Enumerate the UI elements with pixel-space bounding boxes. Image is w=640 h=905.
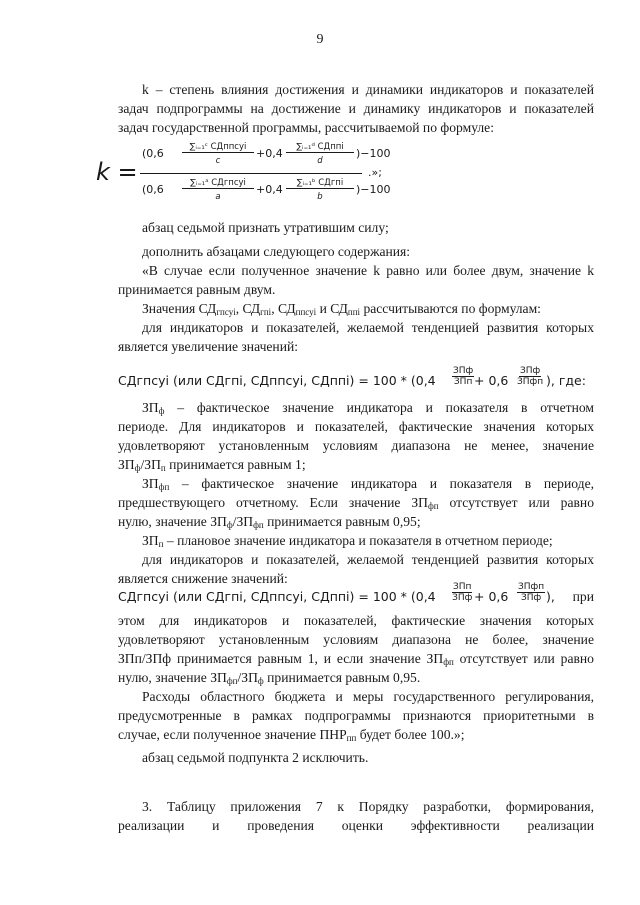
text-line: $ЗП_ф/ЗП_п$ принимается равным 1; — [118, 457, 306, 473]
text-line: предшествующего отчетному. Если значение $ЗП_{фп}$ отсутствует или равно — [118, 495, 595, 511]
text-line: является увеличение значений: — [118, 339, 299, 354]
text-line: Значения $СД_{гпсуi}$, $СД_{гпi}$, $СД_{ппсуi}$ и $СД_{ппi}$ рассчитываются по формулам: — [142, 301, 541, 317]
text-line: $ЗП_ф$ – фактическое значение индикатора и показателя в отчетном — [142, 400, 594, 416]
formula-k-fraction-bar — [140, 173, 362, 174]
text-line: дополнить абзацами следующего содержания: — [142, 244, 411, 259]
formula-k-lhs: k = — [96, 158, 138, 186]
formula-k-numerator: (0,6 ∑ᵢ₌₁ᶜ СДппсуi c +0,4 ∑ᵢ₌₁ᵈ СДппi d )−100 — [142, 142, 391, 166]
text-line: для индикаторов и показателей, желаемой тенденцией развития которых — [142, 320, 594, 335]
text-line: нулю, значение $ЗП_{фп}/ЗП_ф$ принимается равным 0,95. — [118, 670, 421, 686]
formula-increase: СДгпсуi (или СДгпi, СДппсуi, СДппi) = 100 * (0,4 ЗПф ЗПп + 0,6 ЗПф ЗПфп ), где: — [118, 366, 586, 388]
text-line: нулю, значение $ЗП_ф/ЗП_{фп}$ принимается равным 0,95; — [118, 514, 421, 530]
page-number: 9 — [316, 32, 324, 47]
text-line: предусмотренные в рамках подпрограммы признаются приоритетными в — [118, 708, 594, 723]
formula-k-denominator: (0,6 ∑ᵢ₌₁ᵃ СДгпсуi a +0,4 ∑ᵢ₌₁ᵇ СДгпi b )−100 — [142, 178, 391, 202]
text-line: случае, если полученное значение $ПНР_{пп}$ будет более 100.»; — [118, 727, 465, 743]
text-line: принимается равным двум. — [118, 282, 276, 297]
text-line: удовлетворяют установленным условиям диапазона не более, значение — [118, 632, 594, 647]
text-line: «В случае если полученное значение k равно или более двум, значение k — [142, 263, 594, 278]
text-line: периоде. Для индикаторов и показателей, фактические значения которых — [118, 419, 594, 434]
text-line: является снижение значений: — [118, 571, 288, 586]
formula-k-tail: .»; — [368, 166, 382, 179]
text-line: задач государственной программы, рассчитываемой по формуле: — [118, 120, 494, 135]
text-line: ЗПп/ЗПф принимается равным 1, и если значение $ЗП_{фп}$ отсутствует или равно — [118, 651, 594, 667]
text-line: $ЗП_п$ – плановое значение индикатора и показателя в отчетном периоде; — [142, 533, 553, 549]
text-line: абзац седьмой подпункта 2 исключить. — [142, 750, 369, 765]
text-line: $ЗП_{фп}$ – фактическое значение индикатора и показателя в периоде, — [142, 476, 594, 492]
text-line: этом для индикаторов и показателей, фактические значения которых — [118, 613, 594, 628]
text-line: 3. Таблицу приложения 7 к Порядку разработки, формирования, — [142, 799, 594, 814]
formula-k — [96, 138, 516, 208]
text-line: Расходы областного бюджета и меры государственного регулирования, — [142, 689, 594, 704]
text-line: для индикаторов и показателей, желаемой тенденцией развития которых — [142, 552, 594, 567]
text-line: задач подпрограммы на достижение и динамику индикаторов и показателей — [118, 101, 594, 116]
text-line: k – степень влияния достижения и динамики индикаторов и показателей — [142, 82, 594, 97]
text-line: реализации и проведения оценки эффективности реализации — [118, 818, 594, 833]
formula-decrease: СДгпсуi (или СДгпi, СДппсуi, СДппi) = 100 * (0,4 ЗПп ЗПф + 0,6 ЗПфп ЗПф ), при — [118, 582, 594, 604]
text-line: абзац седьмой признать утратившим силу; — [142, 220, 389, 235]
text-line: удовлетворяют установленным условиям диапазона не менее, значение — [118, 438, 594, 453]
